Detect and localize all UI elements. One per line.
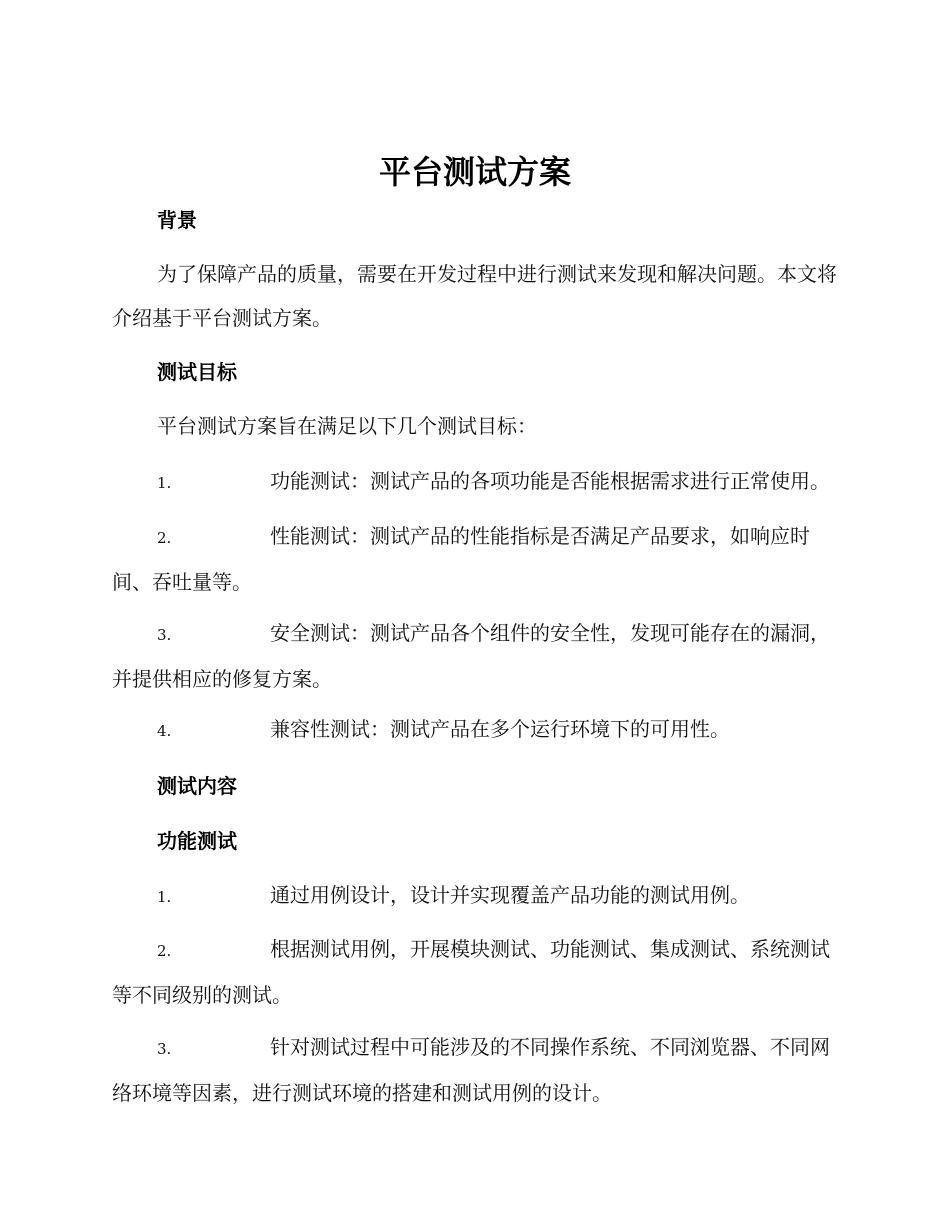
list-number: 2. bbox=[157, 529, 172, 547]
list-item-functional-2 bbox=[112, 927, 842, 1017]
list-item-text: 功能测试：测试产品的各项功能是否能根据需求进行正常使用。 bbox=[270, 469, 830, 493]
list-item-text: 性能测试：测试产品的性能指标是否满足产品要求，如响应时间、吞吐量等。 bbox=[112, 524, 810, 594]
list-item-text: 安全测试：测试产品各个组件的安全性，发现可能存在的漏洞，并提供相应的修复方案。 bbox=[112, 621, 830, 691]
heading-goals: 测试目标 bbox=[157, 360, 237, 384]
list-number: 3. bbox=[157, 626, 172, 644]
heading-functional-testing: 功能测试 bbox=[157, 829, 237, 853]
list-item-text: 通过用例设计，设计并实现覆盖产品功能的测试用例。 bbox=[270, 883, 750, 907]
list-item-goal-1 bbox=[112, 459, 842, 505]
list-number: 2. bbox=[157, 942, 172, 960]
paragraph-background: 为了保障产品的质量，需要在开发过程中进行测试来发现和解决问题。本文将介绍基于平台测试方案。 bbox=[112, 262, 837, 330]
list-item-goal-4 bbox=[112, 707, 842, 753]
list-number: 1. bbox=[157, 888, 172, 906]
list-item-text: 兼容性测试：测试产品在多个运行环境下的可用性。 bbox=[270, 717, 730, 741]
list-number: 3. bbox=[157, 1040, 172, 1058]
list-item-goal-3 bbox=[112, 611, 842, 701]
list-number: 4. bbox=[157, 722, 172, 740]
heading-test-content: 测试内容 bbox=[157, 774, 237, 798]
list-item-text: 根据测试用例，开展模块测试、功能测试、集成测试、系统测试等不同级别的测试。 bbox=[112, 937, 830, 1007]
list-item-text: 针对测试过程中可能涉及的不同操作系统、不同浏览器、不同网络环境等因素，进行测试环境的搭建和测试用例的设计。 bbox=[112, 1035, 830, 1105]
heading-background: 背景 bbox=[157, 208, 197, 232]
list-number: 1. bbox=[157, 474, 172, 492]
paragraph-goals-intro: 平台测试方案旨在满足以下几个测试目标： bbox=[157, 414, 537, 438]
document-title: 平台测试方案 bbox=[378, 153, 571, 191]
list-item-goal-2 bbox=[112, 514, 842, 604]
list-item-functional-1 bbox=[112, 873, 842, 919]
list-item-functional-3 bbox=[112, 1025, 842, 1115]
